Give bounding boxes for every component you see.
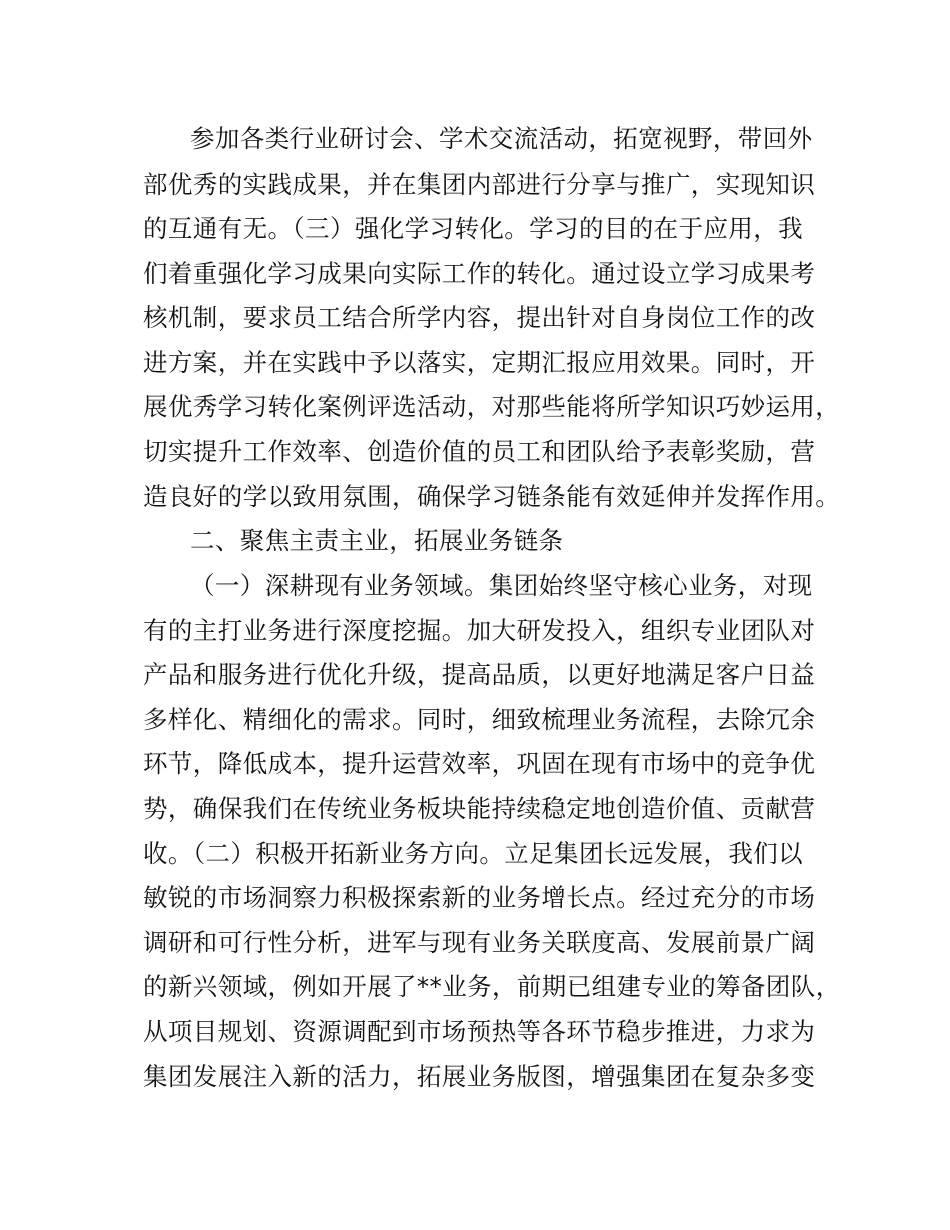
paragraph-line: 集团发展注入新的活力，拓展业务版图，增强集团在复杂多变 — [143, 1062, 816, 1091]
paragraph-line: （一）深耕现有业务领域。集团始终坚守核心业务，对现 — [190, 571, 813, 600]
section-heading: 二、聚焦主责主业，拓展业务链条 — [190, 526, 564, 555]
paragraph-line: 进方案，并在实践中予以落实，定期汇报应用效果。同时，开 — [143, 348, 816, 377]
paragraph-line: 有的主打业务进行深度挖掘。加大研发投入，组织专业团队对 — [143, 616, 816, 645]
paragraph-line: 敏锐的市场洞察力积极探索新的业务增长点。经过充分的市场 — [143, 883, 816, 912]
paragraph-line: 切实提升工作效率、创造价值的员工和团队给予表彰奖励，营 — [143, 437, 816, 466]
paragraph-line: 势，确保我们在传统业务板块能持续稳定地创造价值、贡献营 — [143, 794, 816, 823]
paragraph-line: 产品和服务进行优化升级，提高品质，以更好地满足客户日益 — [143, 660, 816, 689]
paragraph-line: 的互通有无。（三）强化学习转化。学习的目的在于应用，我 — [143, 214, 804, 243]
paragraph-line: 从项目规划、资源调配到市场预热等各环节稳步推进，力求为 — [143, 1017, 816, 1046]
paragraph-line: 参加各类行业研讨会、学术交流活动，拓宽视野，带回外 — [190, 124, 813, 153]
paragraph-line: 核机制，要求员工结合所学内容，提出针对自身岗位工作的改 — [143, 303, 816, 332]
paragraph-line: 部优秀的实践成果，并在集团内部进行分享与推广，实现知识 — [143, 170, 816, 199]
paragraph-line: 们着重强化学习成果向实际工作的转化。通过设立学习成果考 — [143, 259, 816, 288]
paragraph-line: 多样化、精细化的需求。同时，细致梳理业务流程，去除冗余 — [143, 705, 816, 734]
paragraph-line: 造良好的学以致用氛围，确保学习链条能有效延伸并发挥作用。 — [143, 482, 841, 511]
paragraph-line: 调研和可行性分析，进军与现有业务关联度高、发展前景广阔 — [143, 928, 816, 957]
paragraph-line: 展优秀学习转化案例评选活动，对那些能将所学知识巧妙运用， — [143, 392, 841, 421]
paragraph-line: 收。（二）积极开拓新业务方向。立足集团长远发展，我们以 — [143, 839, 804, 868]
paragraph-line: 的新兴领域，例如开展了**业务，前期已组建专业的筹备团队， — [143, 972, 841, 1001]
paragraph-line: 环节，降低成本，提升运营效率，巩固在现有市场中的竞争优 — [143, 749, 816, 778]
